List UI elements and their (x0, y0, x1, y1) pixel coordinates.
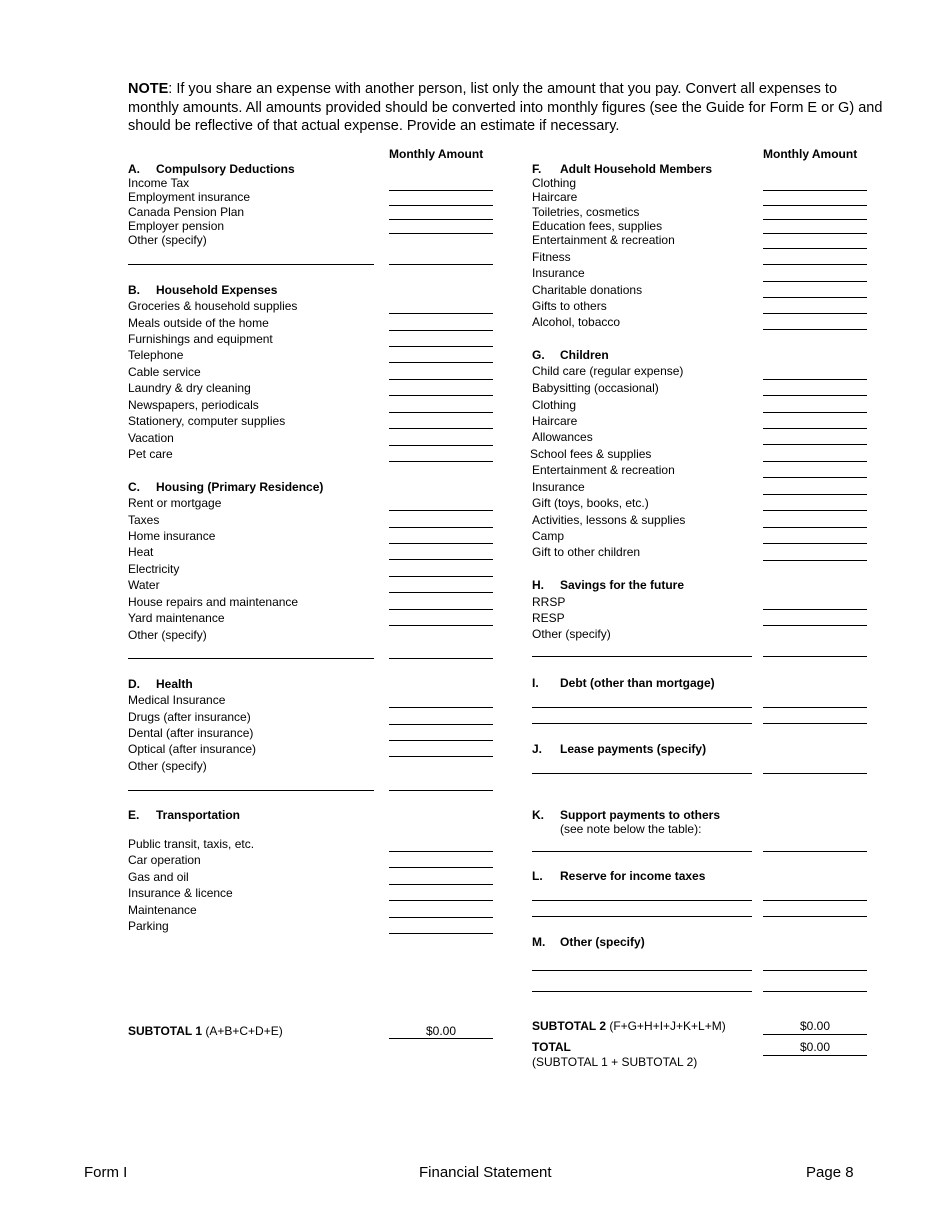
amount-field-education-fees[interactable] (763, 233, 867, 234)
amount-field-drugs[interactable] (389, 724, 493, 725)
item-f-clothing: Clothing (532, 176, 577, 190)
amount-field-electricity[interactable] (389, 576, 493, 577)
section-k-subtitle: (see note below the table): (560, 822, 702, 836)
amount-field-gifts-to-others[interactable] (763, 313, 867, 314)
amount-field-newspapers[interactable] (389, 412, 493, 413)
total-label (532, 1040, 571, 1054)
amount-field-school-fees[interactable] (763, 461, 867, 462)
subtotal-2-underline (763, 1034, 867, 1035)
section-b-title: Household Expenses (156, 283, 278, 297)
specify-field-h-other[interactable] (532, 656, 752, 657)
other-description-field-2[interactable] (532, 991, 752, 992)
right-column-header: Monthly Amount (763, 147, 858, 161)
amount-field-laundry[interactable] (389, 395, 493, 396)
item-g-insurance: Insurance (532, 480, 585, 494)
amount-field-employment-insurance[interactable] (389, 205, 493, 206)
section-i-heading (532, 676, 715, 690)
section-h-title: Savings for the future (560, 578, 685, 592)
item-pet-care: Pet care (128, 447, 173, 461)
other-description-field-1[interactable] (532, 970, 752, 971)
amount-field-f-clothing[interactable] (763, 190, 867, 191)
amount-field-h-other[interactable] (763, 656, 867, 657)
total-value: $0.00 (799, 1040, 831, 1054)
other-amount-field-1[interactable] (763, 970, 867, 971)
amount-field-pet-care[interactable] (389, 461, 493, 462)
amount-field-parking[interactable] (389, 933, 493, 934)
section-j-heading (532, 742, 706, 756)
amount-field-babysitting[interactable] (763, 395, 867, 396)
amount-field-c-other[interactable] (389, 658, 493, 659)
item-f-entertainment: Entertainment & recreation (532, 233, 675, 247)
section-i-title: Debt (other than mortgage) (560, 676, 715, 690)
total-formula: (SUBTOTAL 1 + SUBTOTAL 2) (532, 1055, 698, 1069)
item-f-haircare: Haircare (532, 190, 578, 204)
subtotal-1-label (128, 1024, 283, 1038)
item-rrsp: RRSP (532, 595, 566, 609)
item-h-other: Other (specify) (532, 627, 611, 641)
item-vacation: Vacation (128, 431, 174, 445)
amount-field-gift-other-children[interactable] (763, 560, 867, 561)
amount-field-meals-outside[interactable] (389, 330, 493, 331)
support-description-field[interactable] (532, 851, 752, 852)
amount-field-gas-and-oil[interactable] (389, 884, 493, 885)
section-f-heading (532, 162, 712, 176)
footer-document-title: Financial Statement (419, 1164, 552, 1181)
item-g-clothing: Clothing (532, 398, 577, 412)
subtotal-2-formula: (F+G+H+I+J+K+L+M) (606, 1019, 726, 1033)
item-babysitting: Babysitting (occasional) (532, 381, 659, 395)
footer-page-number: Page 8 (806, 1164, 854, 1181)
section-b-letter: B. (128, 283, 140, 297)
lease-amount-field[interactable] (763, 773, 867, 774)
amount-field-toiletries[interactable] (763, 219, 867, 220)
item-charitable-donations: Charitable donations (532, 283, 643, 297)
amount-field-house-repairs[interactable] (389, 609, 493, 610)
item-alcohol-tobacco: Alcohol, tobacco (532, 315, 621, 329)
amount-field-charitable-donations[interactable] (763, 297, 867, 298)
item-toiletries: Toiletries, cosmetics (532, 205, 640, 219)
item-rent-or-mortgage: Rent or mortgage (128, 496, 222, 510)
item-optical: Optical (after insurance) (128, 742, 257, 756)
item-laundry: Laundry & dry cleaning (128, 381, 251, 395)
subtotal-2-title: SUBTOTAL 2 (532, 1019, 607, 1033)
amount-field-camp[interactable] (763, 543, 867, 544)
item-parking: Parking (128, 919, 169, 933)
section-l-letter: L. (532, 869, 543, 883)
item-c-other: Other (specify) (128, 628, 207, 642)
subtotal-1-value: $0.00 (425, 1024, 457, 1038)
amount-field-activities[interactable] (763, 527, 867, 528)
section-l-heading (532, 869, 705, 883)
item-d-other: Other (specify) (128, 759, 207, 773)
subtotal-1-formula: (A+B+C+D+E) (202, 1024, 283, 1038)
amount-field-cable-service[interactable] (389, 379, 493, 380)
section-m-heading (532, 935, 645, 949)
section-g-heading (532, 348, 609, 362)
section-b-heading (128, 283, 277, 297)
section-d-letter: D. (128, 677, 140, 691)
amount-field-taxes[interactable] (389, 527, 493, 528)
section-h-letter: H. (532, 578, 544, 592)
specify-field-d-other[interactable] (128, 790, 374, 791)
item-gas-and-oil: Gas and oil (128, 870, 189, 884)
item-employment-insurance: Employment insurance (128, 190, 251, 204)
item-camp: Camp (532, 529, 565, 543)
item-education-fees: Education fees, supplies (532, 219, 663, 233)
section-f-letter: F. (532, 162, 542, 176)
section-c-title: Housing (Primary Residence) (156, 480, 324, 494)
item-gift-toys: Gift (toys, books, etc.) (532, 496, 649, 510)
item-cable-service: Cable service (128, 365, 201, 379)
section-a-heading (128, 162, 295, 176)
item-furnishings: Furnishings and equipment (128, 332, 273, 346)
section-c-letter: C. (128, 480, 140, 494)
amount-field-public-transit[interactable] (389, 851, 493, 852)
instructions-note (128, 80, 888, 136)
note-text: : If you share an expense with another person, list only the amount that you pay. Convert all expenses to monthly amounts. All amounts provided should be converted into monthly figures (see the Guide for Form E or G) and should be reflective of that actual expense. Provide an estimate if necessary. (128, 81, 883, 134)
amount-field-car-operation[interactable] (389, 867, 493, 868)
amount-field-medical-insurance[interactable] (389, 707, 493, 708)
section-e-heading (128, 808, 240, 822)
tax-reserve-description-field-1[interactable] (532, 900, 752, 901)
amount-field-income-tax[interactable] (389, 190, 493, 191)
item-school-fees: School fees & supplies (530, 447, 652, 461)
tax-reserve-description-field-2[interactable] (532, 916, 752, 917)
item-gifts-to-others: Gifts to others (532, 299, 607, 313)
item-fitness: Fitness (532, 250, 571, 264)
amount-field-rent-or-mortgage[interactable] (389, 510, 493, 511)
item-gift-other-children: Gift to other children (532, 545, 641, 559)
debt-amount-field-1[interactable] (763, 707, 867, 708)
item-newspapers: Newspapers, periodicals (128, 398, 259, 412)
item-telephone: Telephone (128, 348, 184, 362)
amount-field-fitness[interactable] (763, 264, 867, 265)
section-i-letter: I. (532, 676, 539, 690)
amount-field-alcohol-tobacco[interactable] (763, 329, 867, 330)
item-electricity: Electricity (128, 562, 180, 576)
amount-field-employer-pension[interactable] (389, 233, 493, 234)
item-income-tax: Income Tax (128, 176, 190, 190)
item-car-operation: Car operation (128, 853, 201, 867)
section-m-letter: M. (532, 935, 546, 949)
amount-field-f-entertainment[interactable] (763, 248, 867, 249)
amount-field-rrsp[interactable] (763, 609, 867, 610)
amount-field-a-other[interactable] (389, 264, 493, 265)
amount-field-f-insurance[interactable] (763, 281, 867, 282)
item-allowances: Allowances (532, 430, 593, 444)
subtotal-1-underline (389, 1038, 493, 1039)
section-a-title: Compulsory Deductions (156, 162, 295, 176)
section-a-letter: A. (128, 162, 140, 176)
item-home-insurance: Home insurance (128, 529, 216, 543)
item-drugs: Drugs (after insurance) (128, 710, 251, 724)
total-underline (763, 1055, 867, 1056)
amount-field-g-insurance[interactable] (763, 494, 867, 495)
amount-field-water[interactable] (389, 592, 493, 593)
amount-field-telephone[interactable] (389, 362, 493, 363)
item-insurance-licence: Insurance & licence (128, 886, 233, 900)
amount-field-heat[interactable] (389, 559, 493, 560)
section-h-heading (532, 578, 684, 592)
amount-field-dental[interactable] (389, 740, 493, 741)
item-medical-insurance: Medical Insurance (128, 693, 226, 707)
subtotal-2-label (532, 1019, 726, 1033)
amount-field-resp[interactable] (763, 625, 867, 626)
item-house-repairs: House repairs and maintenance (128, 595, 299, 609)
section-e-letter: E. (128, 808, 140, 822)
amount-field-stationery[interactable] (389, 428, 493, 429)
amount-field-maintenance[interactable] (389, 917, 493, 918)
item-maintenance: Maintenance (128, 903, 197, 917)
item-heat: Heat (128, 545, 154, 559)
section-d-title: Health (156, 677, 193, 691)
amount-field-furnishings[interactable] (389, 346, 493, 347)
left-column-header: Monthly Amount (389, 147, 484, 161)
specify-field-a-other[interactable] (128, 264, 374, 265)
debt-description-field-1[interactable] (532, 707, 752, 708)
specify-field-c-other[interactable] (128, 658, 374, 659)
amount-field-yard-maintenance[interactable] (389, 625, 493, 626)
item-employer-pension: Employer pension (128, 219, 225, 233)
note-label: NOTE (128, 81, 169, 97)
item-f-insurance: Insurance (532, 266, 585, 280)
amount-field-g-entertainment[interactable] (763, 477, 867, 478)
amount-field-gift-toys[interactable] (763, 510, 867, 511)
item-a-other: Other (specify) (128, 233, 207, 247)
section-k-heading (532, 808, 720, 822)
section-l-title: Reserve for income taxes (560, 869, 706, 883)
item-g-entertainment: Entertainment & recreation (532, 463, 675, 477)
section-e-title: Transportation (156, 808, 241, 822)
section-c-heading (128, 480, 323, 494)
item-water: Water (128, 578, 160, 592)
lease-description-field[interactable] (532, 773, 752, 774)
amount-field-g-clothing[interactable] (763, 412, 867, 413)
footer-form-name: Form I (84, 1164, 128, 1181)
amount-field-home-insurance[interactable] (389, 543, 493, 544)
tax-reserve-amount-field-2[interactable] (763, 916, 867, 917)
section-m-title: Other (specify) (560, 935, 645, 949)
section-k-letter: K. (532, 808, 544, 822)
debt-description-field-2[interactable] (532, 723, 752, 724)
item-child-care: Child care (regular expense) (532, 364, 684, 378)
section-d-heading (128, 677, 193, 691)
tax-reserve-amount-field-1[interactable] (763, 900, 867, 901)
item-activities: Activities, lessons & supplies (532, 513, 686, 527)
support-amount-field[interactable] (763, 851, 867, 852)
section-k-title: Support payments to others (560, 808, 721, 822)
section-g-title: Children (560, 348, 609, 362)
amount-field-child-care[interactable] (763, 379, 867, 380)
amount-field-insurance-licence[interactable] (389, 900, 493, 901)
amount-field-vacation[interactable] (389, 445, 493, 446)
item-yard-maintenance: Yard maintenance (128, 611, 225, 625)
amount-field-optical[interactable] (389, 756, 493, 757)
amount-field-allowances[interactable] (763, 444, 867, 445)
section-f-title: Adult Household Members (560, 162, 713, 176)
section-j-letter: J. (532, 742, 543, 756)
item-dental: Dental (after insurance) (128, 726, 254, 740)
item-taxes: Taxes (128, 513, 160, 527)
subtotal-1-title: SUBTOTAL 1 (128, 1024, 203, 1038)
item-g-haircare: Haircare (532, 414, 578, 428)
subtotal-2-value: $0.00 (799, 1019, 831, 1033)
amount-field-d-other[interactable] (389, 790, 493, 791)
debt-amount-field-2[interactable] (763, 723, 867, 724)
item-public-transit: Public transit, taxis, etc. (128, 837, 255, 851)
amount-field-groceries[interactable] (389, 313, 493, 314)
item-meals-outside: Meals outside of the home (128, 316, 269, 330)
total-title: TOTAL (532, 1040, 571, 1054)
section-j-title: Lease payments (specify) (560, 742, 707, 756)
amount-field-f-haircare[interactable] (763, 205, 867, 206)
item-stationery: Stationery, computer supplies (128, 414, 286, 428)
other-amount-field-2[interactable] (763, 991, 867, 992)
amount-field-g-haircare[interactable] (763, 428, 867, 429)
amount-field-canada-pension-plan[interactable] (389, 219, 493, 220)
item-resp: RESP (532, 611, 565, 625)
item-groceries: Groceries & household supplies (128, 299, 298, 313)
item-canada-pension-plan: Canada Pension Plan (128, 205, 245, 219)
section-g-letter: G. (532, 348, 545, 362)
